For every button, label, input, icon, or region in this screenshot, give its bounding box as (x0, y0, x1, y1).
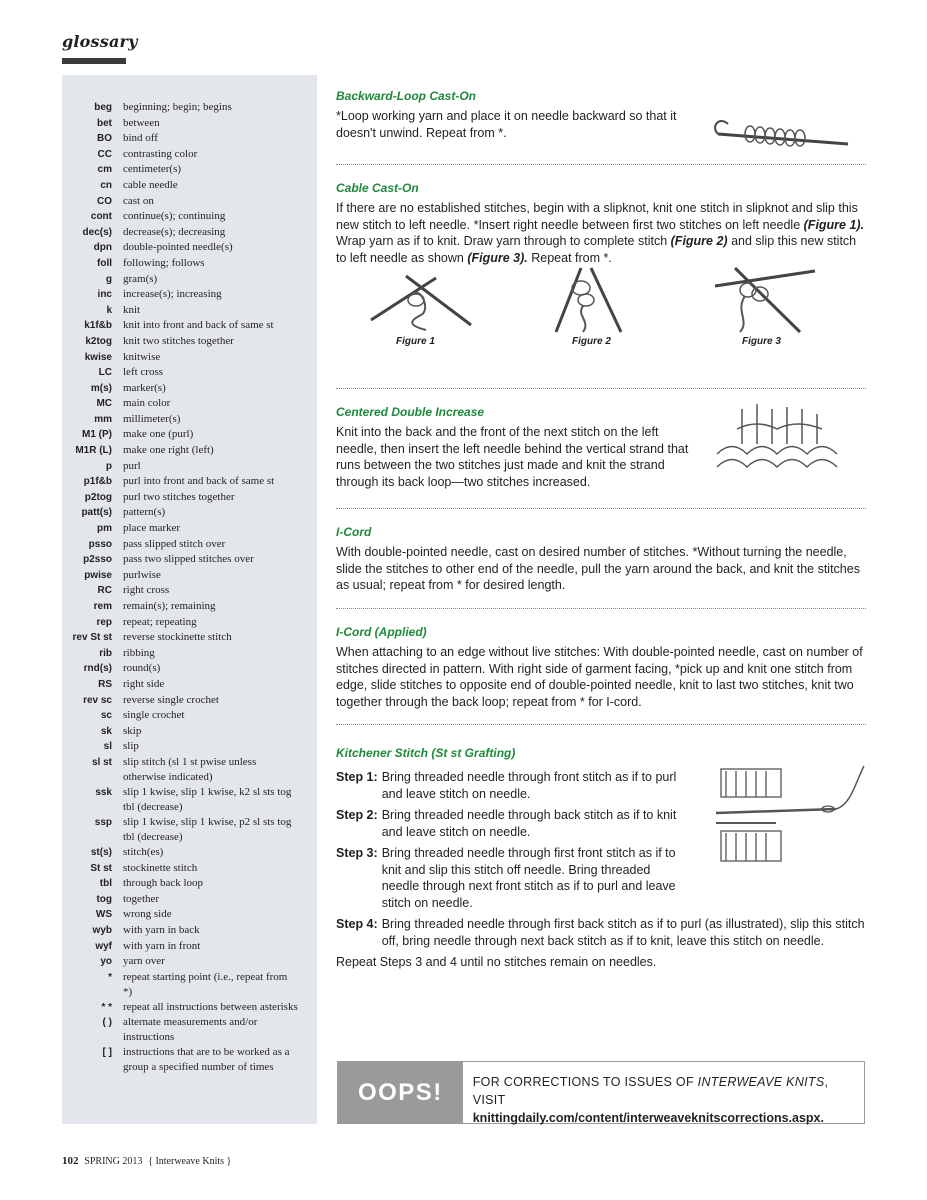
abbreviation-row (62, 739, 317, 755)
abbreviation-definition: pass two slipped stitches over (123, 553, 254, 566)
section-i-cord-applied (336, 609, 866, 724)
closing-text: Repeat Steps 3 and 4 until no stitches remain on needles. (336, 955, 657, 969)
abbreviation-row (62, 876, 317, 892)
abbreviation-definition: through back loop (123, 877, 204, 890)
abbreviation-term: kwise (84, 351, 112, 363)
abbreviation-row (62, 100, 317, 116)
abbreviation-definition: following; follows (123, 256, 205, 269)
abbreviation-term: m(s) (90, 382, 112, 394)
abbreviation-row (62, 474, 317, 490)
abbreviations-panel (62, 75, 317, 1124)
section-title: Cable Cast-On (336, 181, 419, 195)
abbreviation-row (62, 1045, 317, 1075)
abbreviation-row (62, 272, 317, 288)
backward-loop-illustration (710, 104, 850, 154)
abbreviation-term: yo (100, 956, 112, 968)
abbreviation-definition: together (123, 892, 160, 905)
abbreviation-definition: slip 1 kwise, slip 1 kwise, k2 sl sts tog tbl (decrease) (123, 785, 292, 813)
abbreviation-row (62, 923, 317, 939)
section-title: Backward-Loop Cast-On (336, 89, 477, 103)
figure-1-illustration (366, 270, 476, 332)
abbreviation-term: MC (96, 398, 112, 410)
abbreviation-term: * (108, 971, 112, 983)
abbreviation-row (62, 907, 317, 923)
section-body: Knit into the back and the front of the next stitch on the left needle, then insert the left needle behind the vertical strand that runs between the two stitches just made and knit the strand through its back loop—two stitches increased. (336, 425, 689, 489)
abbreviation-definition: place marker (123, 522, 181, 535)
abbreviation-term: k2tog (85, 335, 112, 347)
abbreviation-row (62, 505, 317, 521)
abbreviation-definition: stitch(es) (123, 845, 164, 858)
abbreviation-row (62, 256, 317, 272)
abbreviation-row (62, 615, 317, 631)
page-header (62, 32, 138, 52)
section-i-cord (336, 509, 866, 608)
step-label: Step 4: (336, 917, 378, 931)
abbreviation-term: BO (97, 133, 112, 145)
figure-2-caption: Figure 2 (572, 336, 611, 347)
corrections-text (463, 1062, 864, 1123)
abbreviation-definition: reverse single crochet (123, 693, 219, 706)
abbreviation-term: * * (101, 1001, 112, 1013)
section-title: Kitchener Stitch (St st Grafting) (336, 746, 516, 760)
abbreviation-row (62, 412, 317, 428)
abbreviation-row (62, 785, 317, 815)
section-kitchener-stitch (336, 725, 866, 971)
issue-season: SPRING 2013 (84, 1156, 143, 1167)
abbreviation-definition: knit (123, 303, 141, 316)
abbreviation-row (62, 939, 317, 955)
abbreviation-term: cn (100, 179, 112, 191)
abbreviation-definition: pattern(s) (123, 506, 166, 519)
abbreviation-term: tog (96, 893, 112, 905)
abbreviation-term: CO (97, 195, 112, 207)
section-body: When attaching to an edge without live stitches: With double-pointed needle, cast on number of stitches directed in pattern. With right side of garment facing, *pick up and knit one stitch from edge, slide stitches to opposite end of double-pointed needle, knit to last two stitches, knit two together through the back loop; repeat from * for I-cord. (336, 645, 863, 709)
abbreviation-term: CC (97, 148, 112, 160)
abbreviation-row (62, 131, 317, 147)
abbreviation-definition: make one (purl) (123, 428, 194, 441)
abbreviation-definition: knitwise (123, 350, 161, 363)
abbreviation-definition: gram(s) (123, 272, 158, 285)
abbreviation-term: rem (93, 601, 112, 612)
figure-3-illustration (710, 266, 820, 334)
abbreviation-row (62, 630, 317, 646)
abbreviation-definition: round(s) (123, 662, 161, 675)
abbreviation-definition: repeat; repeating (123, 615, 197, 628)
oops-badge: OOPS! (338, 1062, 463, 1123)
corrections-url[interactable]: knittingdaily.com/content/interweaveknitscorrections.aspx. (472, 1111, 824, 1125)
abbreviation-row (62, 815, 317, 845)
abbreviation-definition: bind off (123, 132, 158, 145)
abbreviation-definition: knit two stitches together (123, 334, 234, 347)
abbreviation-term: pm (97, 523, 112, 535)
abbreviation-definition: make one right (left) (123, 444, 214, 457)
page-footer (62, 1155, 231, 1167)
abbreviation-row (62, 240, 317, 256)
abbreviation-row (62, 708, 317, 724)
abbreviation-definition: right side (123, 677, 165, 690)
abbreviation-definition: cable needle (123, 178, 178, 191)
step-label: Step 1: (336, 770, 378, 784)
step-label: Step 3: (336, 846, 378, 860)
figure-3-caption: Figure 3 (742, 336, 781, 347)
abbreviation-term: wyb (92, 924, 112, 936)
step-text: Bring threaded needle through first back stitch as if to purl (as illustrated), slip this stitch off, bring needle through next back stitch as if to knit, leave this stitch on needle. (381, 917, 865, 948)
step-text: Bring threaded needle through front stitch as if to purl and leave stitch on needle. (381, 770, 677, 801)
abbreviation-term: foll (97, 257, 112, 269)
abbreviation-row (62, 147, 317, 163)
abbreviation-term: ssk (95, 786, 112, 798)
abbreviation-term: beg (94, 102, 112, 113)
magazine-title: { Interweave Knits } (148, 1156, 232, 1167)
abbreviation-row (62, 693, 317, 709)
abbreviation-definition: main color (123, 397, 171, 410)
abbreviation-definition: purl (123, 459, 141, 472)
abbreviation-row (62, 892, 317, 908)
abbreviation-term: p (105, 460, 112, 472)
abbreviation-definition: increase(s); increasing (123, 288, 222, 301)
abbreviation-term: M1 (P) (82, 429, 112, 441)
abbreviation-row (62, 646, 317, 662)
section-cable-cast-on (336, 165, 866, 388)
abbreviation-term: cont (90, 211, 112, 223)
abbreviation-definition: left cross (123, 366, 164, 379)
abbreviation-definition: between (123, 116, 160, 129)
abbreviation-row (62, 350, 317, 366)
abbreviation-term: rev St st (72, 632, 112, 644)
kitchener-illustration (716, 761, 866, 871)
abbreviation-row (62, 490, 317, 506)
abbreviation-definition: marker(s) (123, 381, 166, 394)
abbreviation-row (62, 661, 317, 677)
abbreviation-term: sl st (91, 756, 112, 768)
abbreviation-row (62, 396, 317, 412)
abbreviation-definition: single crochet (123, 709, 185, 722)
body-text: Repeat from *. (527, 250, 612, 265)
figure-1-caption: Figure 1 (396, 336, 435, 347)
abbreviation-term: sc (100, 710, 112, 722)
abbreviation-row (62, 427, 317, 443)
figure-ref: (Figure 2) (670, 234, 728, 248)
body-text: Wrap yarn as if to knit. Draw yarn through to complete stitch (336, 234, 671, 248)
abbreviation-row (62, 755, 317, 785)
abbreviation-row (62, 521, 317, 537)
magazine-name: INTERWEAVE KNITS (697, 1075, 825, 1089)
abbreviation-definition: knit into front and back of same st (123, 319, 274, 332)
abbreviation-term: RC (97, 585, 112, 597)
abbreviation-term: mm (94, 413, 112, 425)
corrections-banner (337, 1061, 865, 1124)
abbreviation-definition: alternate measurements and/or instructions (123, 1016, 258, 1044)
section-centered-double-increase (336, 389, 866, 508)
abbreviation-term: p2sso (83, 554, 112, 566)
section-title: Centered Double Increase (336, 405, 485, 419)
abbreviation-term: dpn (93, 242, 112, 254)
abbreviation-term: patt(s) (81, 507, 112, 519)
abbreviation-row (62, 677, 317, 693)
abbreviation-term: p2tog (84, 491, 112, 503)
section-body: With double-pointed needle, cast on desired number of stitches. *Without turning the needle, slide the stitches to other end of the needle, pull the yarn around the back, and knit the stitches as usual; repeat from * for desired length. (336, 545, 860, 592)
figure-row (336, 266, 866, 352)
abbreviation-definition: with yarn in front (123, 939, 201, 952)
abbreviation-row (62, 1015, 317, 1045)
abbreviations-list (62, 100, 317, 1075)
techniques-column (336, 88, 866, 971)
abbreviation-term: St st (90, 862, 112, 874)
abbreviation-term: p1f&b (83, 476, 112, 488)
abbreviation-row (62, 845, 317, 861)
abbreviation-definition: decrease(s); decreasing (123, 225, 226, 238)
abbreviation-definition: with yarn in back (123, 923, 200, 936)
abbreviation-row (62, 178, 317, 194)
abbreviation-term: M1R (L) (75, 445, 112, 457)
abbreviation-definition: purl into front and back of same st (123, 475, 275, 488)
abbreviation-definition: pass slipped stitch over (123, 537, 226, 550)
abbreviation-term: rnd(s) (83, 663, 112, 675)
abbreviation-definition: slip (123, 740, 139, 753)
abbreviation-row (62, 459, 317, 475)
abbreviation-row (62, 861, 317, 877)
abbreviation-row (62, 334, 317, 350)
abbreviation-row (62, 724, 317, 740)
abbreviation-definition: instructions that are to be worked as a group a specified number of times (123, 1046, 290, 1074)
abbreviation-term: sk (100, 725, 112, 737)
step-text: Bring threaded needle through back stitch as if to knit and leave stitch on needle. (381, 808, 677, 839)
abbreviation-definition: remain(s); remaining (123, 600, 216, 612)
abbreviation-term: ( ) (102, 1017, 112, 1029)
abbreviation-term: sl (103, 741, 112, 753)
section-title: I-Cord (Applied) (336, 625, 427, 639)
abbreviation-definition: slip 1 kwise, slip 1 kwise, p2 sl sts tog tbl (decrease) (123, 815, 292, 843)
abbreviation-row (62, 365, 317, 381)
abbreviation-definition: wrong side (123, 908, 172, 921)
abbreviation-row (62, 116, 317, 132)
abbreviation-row (62, 970, 317, 1000)
abbreviation-term: LC (98, 367, 112, 379)
abbreviation-term: rev sc (83, 694, 112, 706)
abbreviation-row (62, 162, 317, 178)
abbreviation-term: bet (97, 117, 112, 129)
page-title: glossary (62, 32, 138, 51)
abbreviation-term: pwise (84, 569, 112, 581)
abbreviation-definition: centimeter(s) (123, 163, 182, 176)
section-body: *Loop working yarn and place it on needle backward so that it doesn't unwind. Repeat from *. (336, 109, 677, 140)
abbreviation-term: RS (98, 678, 112, 690)
abbreviation-definition: right cross (123, 584, 170, 597)
abbreviation-row (62, 568, 317, 584)
step-text: Bring threaded needle through first front stitch as if to knit and slip this stitch off needle. Bring threaded needle through next front stitch as if to purl and leave stitch on needle. (381, 846, 676, 910)
abbreviation-definition: repeat all instructions between asterisks (123, 1000, 298, 1013)
abbreviation-term: st(s) (90, 846, 112, 858)
abbreviation-definition: slip stitch (sl 1 st pwise unless otherwise indicated) (123, 755, 257, 783)
abbreviation-term: inc (97, 289, 112, 301)
abbreviation-row (62, 954, 317, 970)
abbreviation-row (62, 209, 317, 225)
abbreviation-row (62, 194, 317, 210)
abbreviation-row (62, 287, 317, 303)
abbreviation-term: rep (96, 616, 112, 628)
abbreviation-row (62, 381, 317, 397)
body-text: If there are no established stitches, begin with a slipknot, knit one stitch in slipknot and slip this new stitch to left needle. *Insert right needle between first two stitches on left needle (336, 201, 858, 232)
figure-2-illustration (541, 266, 631, 334)
abbreviation-row (62, 599, 317, 615)
abbreviation-definition: reverse stockinette stitch (123, 631, 232, 644)
section-body (336, 200, 866, 266)
abbreviation-term: k (106, 304, 112, 316)
figure-ref: (Figure 1). (803, 217, 865, 232)
abbreviation-row (62, 443, 317, 459)
abbreviation-term: k1f&b (84, 320, 112, 332)
body-text: and slip this new stitch to left needle as shown (336, 234, 857, 265)
abbreviation-term: cm (97, 164, 112, 176)
abbreviation-row (62, 552, 317, 568)
abbreviation-definition: yarn over (123, 955, 165, 968)
abbreviation-term: psso (88, 538, 112, 550)
abbreviation-term: ssp (94, 816, 112, 828)
section-title: I-Cord (336, 525, 372, 539)
abbreviation-row (62, 583, 317, 599)
abbreviation-row (62, 225, 317, 241)
abbreviation-definition: continue(s); continuing (123, 210, 226, 223)
abbreviation-definition: repeat starting point (i.e., repeat from *) (123, 970, 288, 998)
kitchener-step (336, 916, 866, 949)
section-backward-loop (336, 88, 866, 164)
abbreviation-row (62, 1000, 317, 1016)
abbreviation-term: rib (99, 647, 112, 659)
step-label: Step 2: (336, 808, 378, 822)
abbreviation-definition: millimeter(s) (123, 412, 181, 425)
abbreviation-term: WS (95, 909, 112, 921)
figure-ref: (Figure 3). (467, 250, 528, 265)
abbreviation-term: dec(s) (82, 226, 112, 238)
abbreviation-row (62, 537, 317, 553)
header-rule (62, 58, 126, 64)
abbreviation-definition: ribbing (123, 646, 155, 659)
abbreviation-definition: skip (123, 724, 142, 737)
abbreviation-term: wyf (95, 940, 112, 952)
abbreviation-definition: purlwise (123, 568, 161, 581)
abbreviation-row (62, 318, 317, 334)
abbreviation-definition: double-pointed needle(s) (123, 241, 233, 254)
corrections-prefix: FOR CORRECTIONS TO ISSUES OF (472, 1075, 698, 1089)
abbreviation-definition: purl two stitches together (123, 490, 235, 503)
centered-double-increase-illustration (712, 399, 852, 479)
abbreviation-term: [ ] (102, 1047, 112, 1059)
page-number: 102 (62, 1155, 79, 1167)
abbreviation-definition: contrasting color (123, 147, 198, 160)
abbreviation-definition: beginning; begin; begins (123, 101, 232, 113)
abbreviation-term: tbl (99, 878, 112, 890)
abbreviation-definition: cast on (123, 194, 154, 207)
abbreviation-definition: stockinette stitch (123, 861, 198, 874)
abbreviation-term: g (105, 273, 112, 285)
abbreviation-row (62, 303, 317, 319)
corrections-suffix: , VISIT (472, 1075, 829, 1107)
corrections-line (473, 1073, 864, 1109)
